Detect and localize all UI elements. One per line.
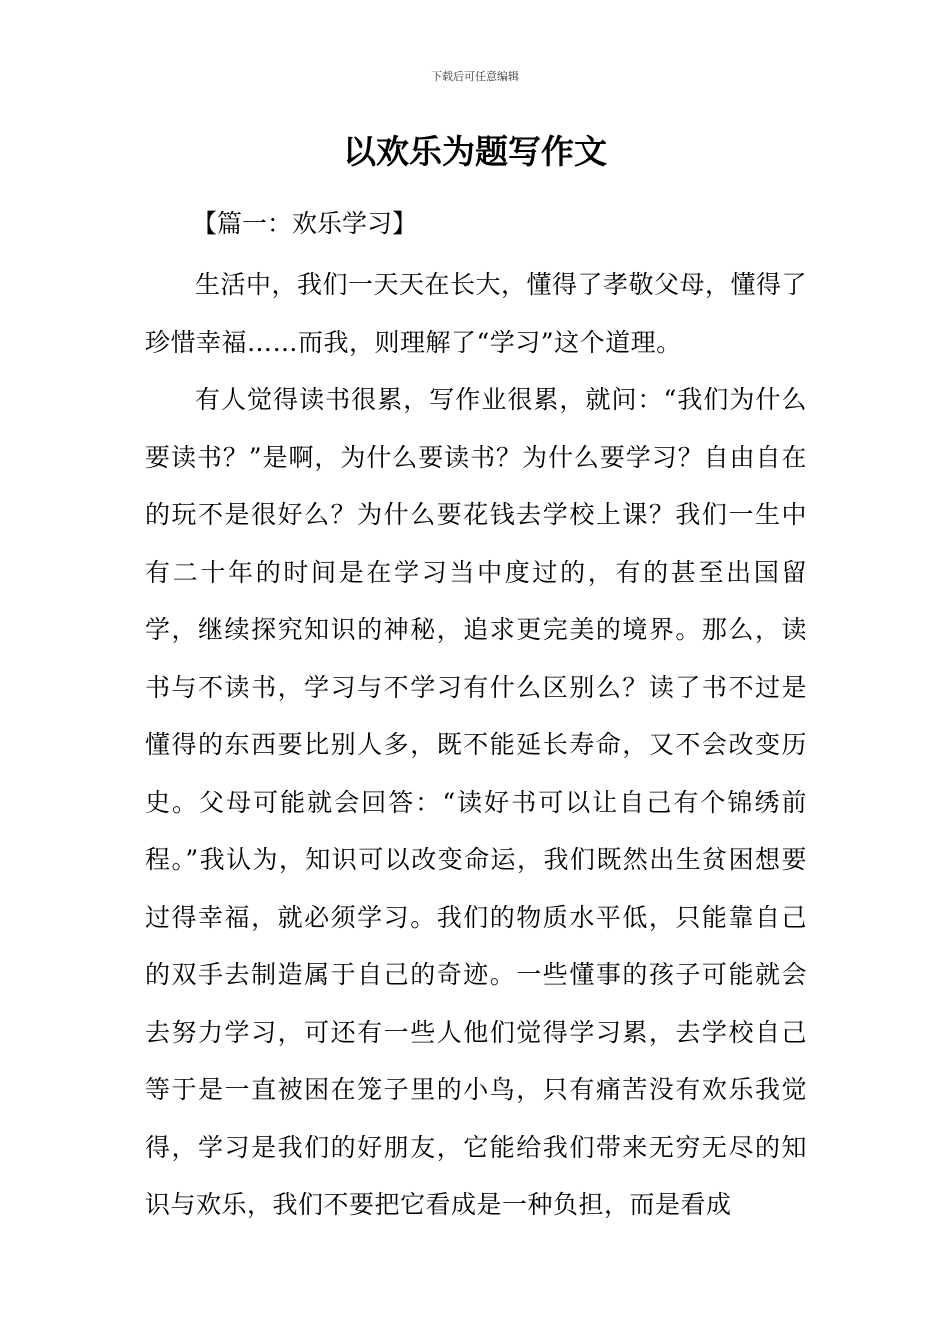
document-title: 以欢乐为题写作文 [343,132,607,171]
section-heading: 【篇一：欢乐学习】 [192,209,418,238]
paragraph-1: 生活中，我们一天天在长大，懂得了孝敬父母，懂得了珍惜幸福……而我，则理解了“学习”这个道理。 [145,270,808,357]
header-note: 下载后可任意编辑 [431,70,519,83]
paragraph-2: 有人觉得读书很累，写作业很累，就问：“我们为什么要读书？”是啊，为什么要读书？为什么要学习？自由自在的玩不是很好么？为什么要花钱去学校上课？我们一生中有二十年的时间是在学习当中度过的，有的甚至出国留学，继续探究知识的神秘，追求更完美的境界。那么，读书与不读书，学习与不学习有什么区别么？读了书不过是懂得的东西要比别人多，既不能延长寿命，又不会改变历史。父母可能就会回答：“读好书可以让自己有个锦绣前程。”我认为，知识可以改变命运，我们既然出生贫困想要过得幸福，就必须学习。我们的物质水平低，只能靠自己的双手去制造属于自己的奇迹。一些懂事的孩子可能就会去努力学习，可还有一些人他们觉得学习累，去学校自己等于是一直被困在笼子里的小鸟，只有痛苦没有欢乐我觉得，学习是我们的好朋友，它能给我们带来无穷无尽的知识与欢乐，我们不要把它看成是一种负担，而是看成 [145,385,807,1219]
body-text [145,256,807,1234]
